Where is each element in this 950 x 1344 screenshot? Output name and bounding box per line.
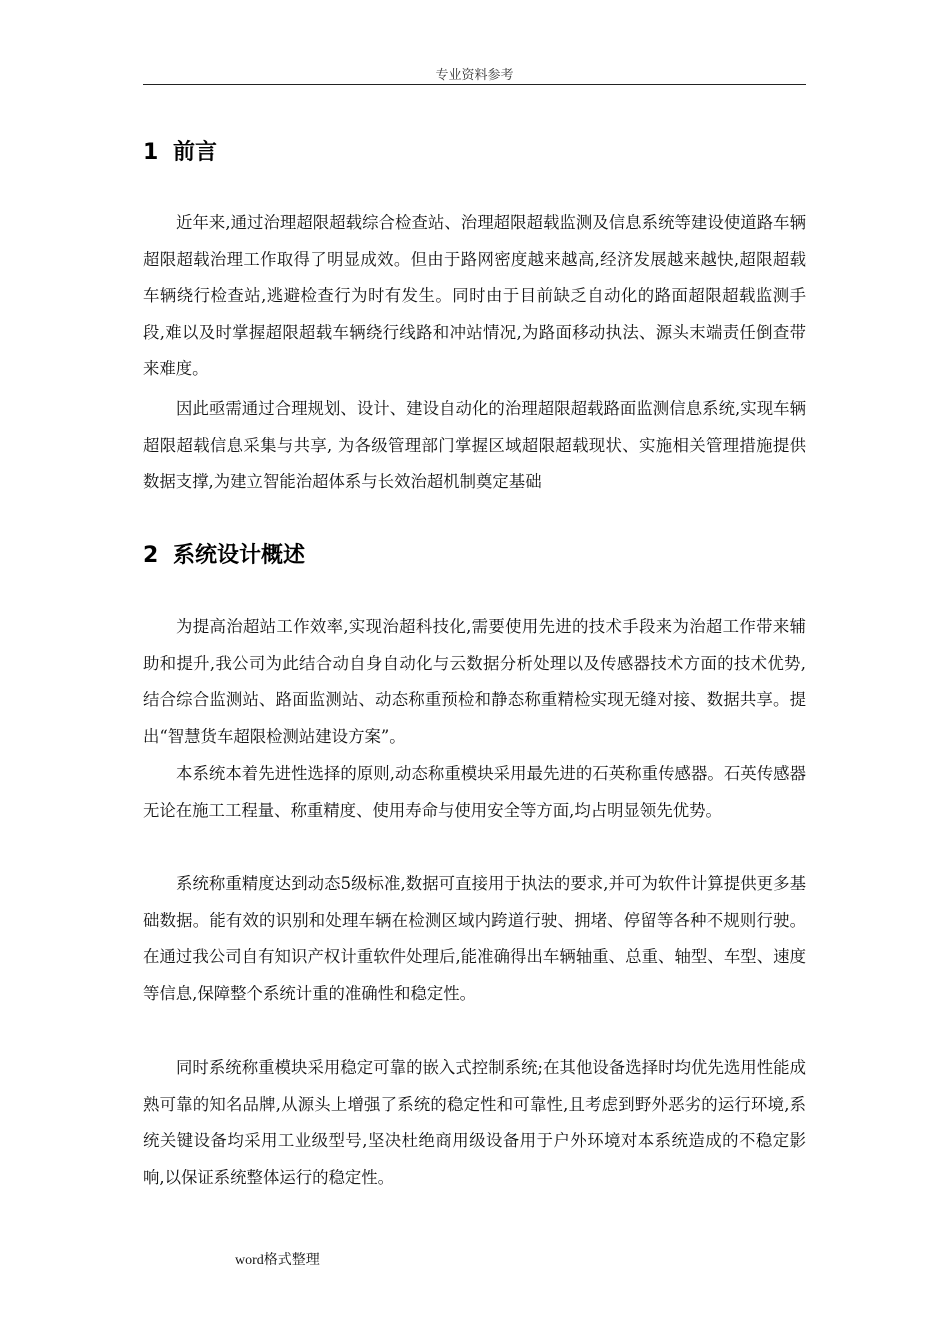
paragraph: 为提高治超站工作效率,实现治超科技化,需要使用先进的技术手段来为治超工作带来辅助和提升,我公司为此结合动自身自动化与云数据分析处理以及传感器技术方面的技术优势,结合综合监测站、路面监测站、动态称重预检和静态称重精检实现无缝对接、数据共享。提出“智慧货车超限检测站建设方案”。 <box>143 617 806 746</box>
paragraph: 本系统本着先进性选择的原则,动态称重模块采用最先进的石英称重传感器。石英传感器无论在施工工程量、称重精度、使用寿命与使用安全等方面,均占明显领先优势。 <box>143 764 806 820</box>
paragraph: 因此亟需通过合理规划、设计、建设自动化的治理超限超载路面监测信息系统,实现车辆超限超载信息采集与共享, 为各级管理部门掌握区域超限超载现状、实施相关管理措施提供数据支撑,为建立智能治超体系与长效治超机制奠定基础 <box>143 399 806 491</box>
section-title: 前言 <box>173 140 218 165</box>
page-footer: word格式整理 <box>235 1253 320 1268</box>
paragraph: 同时系统称重模块采用稳定可靠的嵌入式控制系统;在其他设备选择时均优先选用性能成熟可靠的知名品牌,从源头上增强了系统的稳定性和可靠性,且考虑到野外恶劣的运行环境,系统关键设备均采用工业级型号,坚决杜绝商用级设备用于户外环境对本系统造成的不稳定影响,以保证系统整体运行的稳定性。 <box>143 1058 806 1187</box>
paragraph: 系统称重精度达到动态5级标准,数据可直接用于执法的要求,并可为软件计算提供更多基础数据。能有效的识别和处理车辆在检测区域内跨道行驶、拥堵、停留等各种不规则行驶。在通过我公司自有知识产权计重软件处理后,能准确得出车辆轴重、总重、轴型、车型、速度等信息,保障整个系统计重的准确性和稳定性。 <box>143 874 806 1003</box>
section-title: 系统设计概述 <box>173 543 306 568</box>
section-number: 1 <box>143 140 159 165</box>
section-number: 2 <box>143 543 159 568</box>
header-rule <box>143 84 806 85</box>
page-header: 专业资料参考 <box>435 68 514 83</box>
section-heading <box>143 538 305 569</box>
paragraph: 近年来,通过治理超限超载综合检查站、治理超限超载监测及信息系统等建设使道路车辆超限超载治理工作取得了明显成效。但由于路网密度越来越高,经济发展越来越快,超限超载车辆绕行检查站,逃避检查行为时有发生。同时由于目前缺乏自动化的路面超限超载监测手段,难以及时掌握超限超载车辆绕行线路和冲站情况,为路面移动执法、源头末端责任倒查带来难度。 <box>143 213 806 378</box>
section-heading <box>143 135 217 166</box>
